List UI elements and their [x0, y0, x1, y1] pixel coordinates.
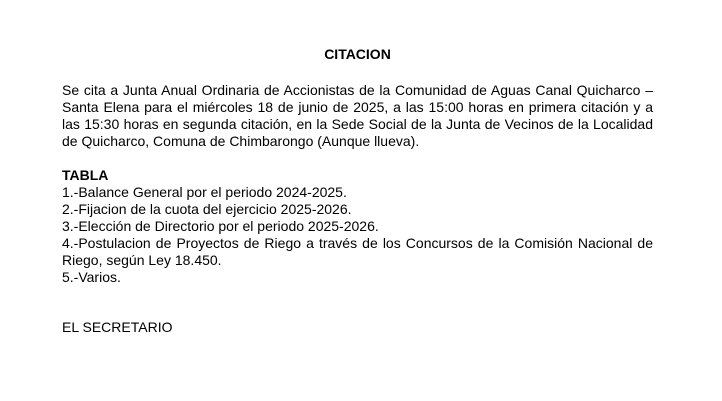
- signature-line: EL SECRETARIO: [62, 319, 173, 335]
- document-page: [62, 46, 653, 336]
- agenda-item: 2.-Fijacion de la cuota del ejercicio 2025-2026.: [62, 201, 352, 217]
- agenda-heading: TABLA: [62, 167, 109, 183]
- agenda-item: 1.-Balance General por el periodo 2024-2025.: [62, 184, 347, 200]
- agenda-item: 5.-Varios.: [62, 269, 121, 285]
- document-title: CITACION: [324, 46, 391, 62]
- agenda-item: 4.-Postulacion de Proyectos de Riego a través de los Concursos de la Comisión Nacional de Riego, según Ley 18.450.: [62, 235, 653, 268]
- agenda-item: 3.-Elección de Directorio por el periodo 2025-2026.: [62, 218, 379, 234]
- agenda-list: [62, 184, 653, 286]
- citation-paragraph: Se cita a Junta Anual Ordinaria de Accionistas de la Comunidad de Aguas Canal Quicharco – Santa Elena para el miércoles 18 de junio de 2025, a las 15:00 horas en primera citación y a las 15:30 horas en segunda citación, en la Sede Social de la Junta de Vecinos de la Localidad de Quicharco, Comuna de Chimbarongo (Aunque llueva).: [62, 82, 653, 149]
